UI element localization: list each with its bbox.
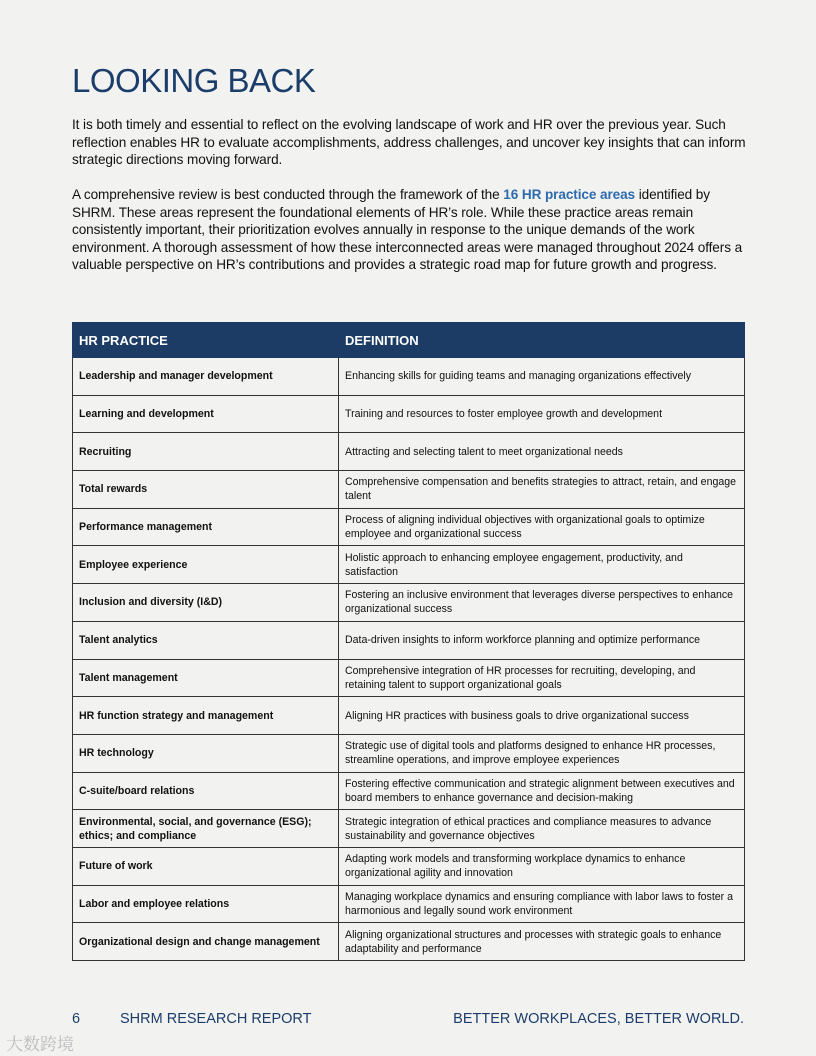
- table-row: [73, 621, 745, 659]
- definition-cell: Aligning HR practices with business goals to drive organizational success: [339, 697, 745, 735]
- table-row: [73, 395, 745, 433]
- definition-cell: Process of aligning individual objectives with organizational goals to optimize employee and organizational success: [339, 508, 745, 546]
- definition-cell: Strategic use of digital tools and platforms designed to enhance HR processes, streamline operations, and improve employee experiences: [339, 734, 745, 772]
- table-row: [73, 358, 745, 396]
- practice-areas-link[interactable]: 16 HR practice areas: [503, 187, 636, 202]
- definition-cell: Fostering effective communication and strategic alignment between executives and board members to enhance governance and decision-making: [339, 772, 745, 810]
- table-row: [73, 923, 745, 961]
- page-number: 6: [72, 1011, 81, 1027]
- definition-cell: Attracting and selecting talent to meet organizational needs: [339, 433, 745, 471]
- practice-cell: Inclusion and diversity (I&D): [73, 584, 339, 622]
- practice-cell: HR technology: [73, 734, 339, 772]
- header-hr-practice: HR PRACTICE: [73, 323, 339, 358]
- table-row: [73, 659, 745, 697]
- definition-cell: Adapting work models and transforming workplace dynamics to enhance organizational agility and innovation: [339, 847, 745, 885]
- practice-cell: Learning and development: [73, 395, 339, 433]
- watermark: 大数跨境: [6, 1035, 74, 1054]
- definition-cell: Fostering an inclusive environment that leverages diverse perspectives to enhance organizational success: [339, 584, 745, 622]
- practice-cell: HR function strategy and management: [73, 697, 339, 735]
- practice-cell: Future of work: [73, 847, 339, 885]
- definition-cell: Strategic integration of ethical practices and compliance measures to advance sustainability and governance objectives: [339, 810, 745, 848]
- practice-cell: Talent management: [73, 659, 339, 697]
- table-row: [73, 772, 745, 810]
- definition-cell: Comprehensive integration of HR processes for recruiting, developing, and retaining talent to support organizational goals: [339, 659, 745, 697]
- definition-cell: Comprehensive compensation and benefits strategies to attract, retain, and engage talent: [339, 471, 745, 509]
- practice-cell: Performance management: [73, 508, 339, 546]
- framework-paragraph: [72, 186, 752, 274]
- practice-cell: Labor and employee relations: [73, 885, 339, 923]
- practice-cell: Environmental, social, and governance (ESG); ethics; and compliance: [73, 810, 339, 848]
- table-row: [73, 433, 745, 471]
- table-row: [73, 546, 745, 584]
- table-row: [73, 508, 745, 546]
- page-title: LOOKING BACK: [72, 62, 316, 99]
- practice-cell: C-suite/board relations: [73, 772, 339, 810]
- table-row: [73, 584, 745, 622]
- definition-cell: Managing workplace dynamics and ensuring compliance with labor laws to foster a harmonious and legally sound work environment: [339, 885, 745, 923]
- table-row: [73, 697, 745, 735]
- practice-cell: Employee experience: [73, 546, 339, 584]
- definition-cell: Holistic approach to enhancing employee engagement, productivity, and satisfaction: [339, 546, 745, 584]
- tagline: BETTER WORKPLACES, BETTER WORLD.: [453, 1011, 744, 1027]
- practice-cell: Talent analytics: [73, 621, 339, 659]
- table-row: [73, 847, 745, 885]
- report-name: SHRM RESEARCH REPORT: [120, 1011, 312, 1027]
- header-definition: DEFINITION: [339, 323, 745, 358]
- table-row: [73, 810, 745, 848]
- practice-cell: Organizational design and change management: [73, 923, 339, 961]
- definition-cell: Aligning organizational structures and processes with strategic goals to enhance adaptability and performance: [339, 923, 745, 961]
- table-row: [73, 471, 745, 509]
- definition-cell: Data-driven insights to inform workforce planning and optimize performance: [339, 621, 745, 659]
- table-row: [73, 885, 745, 923]
- hr-practice-table: [72, 322, 745, 961]
- definition-cell: Training and resources to foster employee growth and development: [339, 395, 745, 433]
- practice-cell: Total rewards: [73, 471, 339, 509]
- definition-cell: Enhancing skills for guiding teams and managing organizations effectively: [339, 358, 745, 396]
- practice-cell: Recruiting: [73, 433, 339, 471]
- practice-cell: Leadership and manager development: [73, 358, 339, 396]
- intro-paragraph: It is both timely and essential to reflect on the evolving landscape of work and HR over the previous year. Such reflection enables HR to evaluate accomplishments, address challenges, and uncover key insights that can inform strategic directions moving forward.: [72, 117, 746, 168]
- text: identified by SHRM. These areas represent the foundational elements of HR’s role. While these practice areas remain consistently important, their prioritization evolves annually in response to the unique demands of the work environment. A thorough assessment of how these interconnected areas were managed throughout 2024 offers a valuable perspective on HR’s contributions and provides a strategic road map for future growth and progress.: [72, 187, 743, 273]
- table-row: [73, 734, 745, 772]
- text: A comprehensive review is best conducted through the framework of the: [72, 187, 504, 202]
